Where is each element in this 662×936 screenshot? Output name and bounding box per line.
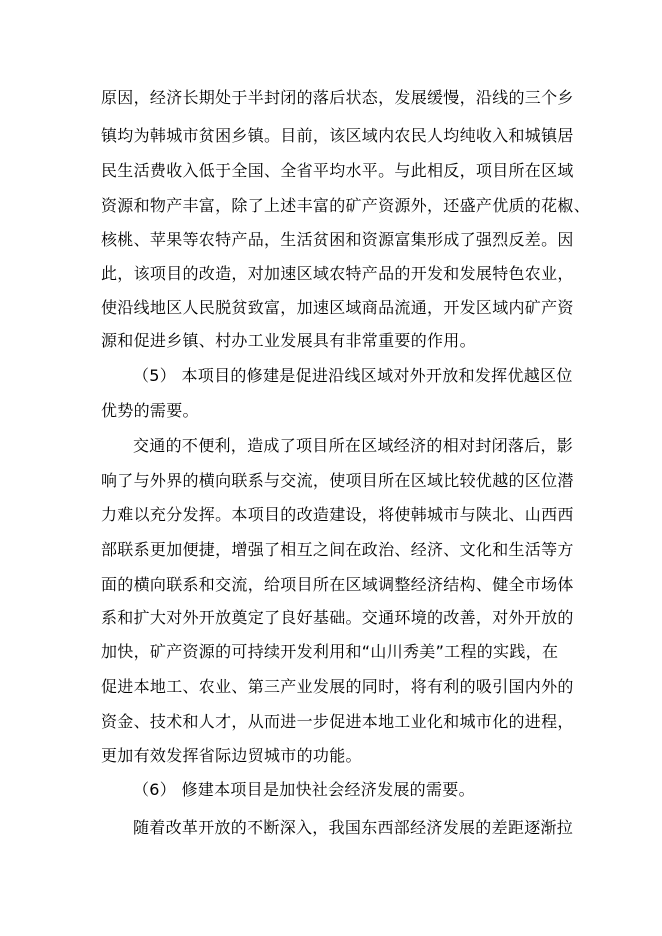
paragraph-line-9: 交通的不便利，造成了项目所在区域经济的相对封闭落后，影: [133, 436, 574, 455]
paragraph-line-11: 力难以充分发挥。本项目的改造建设，将使韩城市与陕北、山西西: [101, 505, 574, 524]
paragraph-line-13: 面的横向联系和交流，给项目所在区域调整经济结构、健全市场体: [101, 575, 574, 594]
paragraph-line-7: 使沿线地区人民脱贫致富，加速区域商品流通，开发区域内矿产资: [101, 298, 574, 317]
paragraph-line-16: 促进本地工、农业、第三产业发展的同时，将有利的吸引国内外的: [101, 677, 574, 696]
paragraph-line-6: 此，该项目的改造，对加速区域农特产品的开发和发展特色农业，: [101, 264, 574, 283]
paragraph-line-15: 加快，矿产资源的可持续开发利用和“山川秀美”工程的实践，在: [101, 642, 559, 661]
paragraph-line-10: 响了与外界的横向联系与交流，使项目所在区域比较优越的区位潜: [101, 471, 574, 490]
section-heading-6: （6） 修建本项目是加快社会经济发展的需要。: [133, 780, 475, 799]
paragraph-line-17: 资金、技术和人才，从而进一步促进本地工业化和城市化的进程，: [101, 712, 574, 731]
section-heading-5: （5） 本项目的修建是促进沿线区域对外开放和发挥优越区位: [133, 366, 573, 385]
section-heading-5-continued: 优势的需要。: [101, 401, 199, 420]
paragraph-line-5: 核桃、苹果等农特产品，生活贫困和资源富集形成了强烈反差。因: [101, 230, 574, 249]
paragraph-line-4: 资源和物产丰富，除了上述丰富的矿产资源外，还盛产优质的花椒、: [101, 196, 591, 215]
paragraph-line-14: 系和扩大对外开放奠定了良好基础。交通环境的改善，对外开放的: [101, 608, 574, 627]
paragraph-line-2: 镇均为韩城市贫困乡镇。目前，该区域内农民人均纯收入和城镇居: [101, 126, 574, 145]
paragraph-line-1: 原因，经济长期处于半封闭的落后状态，发展缓慢，沿线的三个乡: [101, 88, 574, 107]
paragraph-line-3: 民生活费收入低于全国、全省平均水平。与此相反，项目所在区域: [101, 161, 574, 180]
paragraph-line-8: 源和促进乡镇、村办工业发展具有非常重要的作用。: [101, 331, 476, 350]
paragraph-line-19: 随着改革开放的不断深入，我国东西部经济发展的差距逐渐拉: [133, 818, 574, 837]
paragraph-line-12: 部联系更加便捷，增强了相互之间在政治、经济、文化和生活等方: [101, 540, 574, 559]
paragraph-line-18: 更加有效发挥省际边贸城市的功能。: [101, 746, 362, 765]
